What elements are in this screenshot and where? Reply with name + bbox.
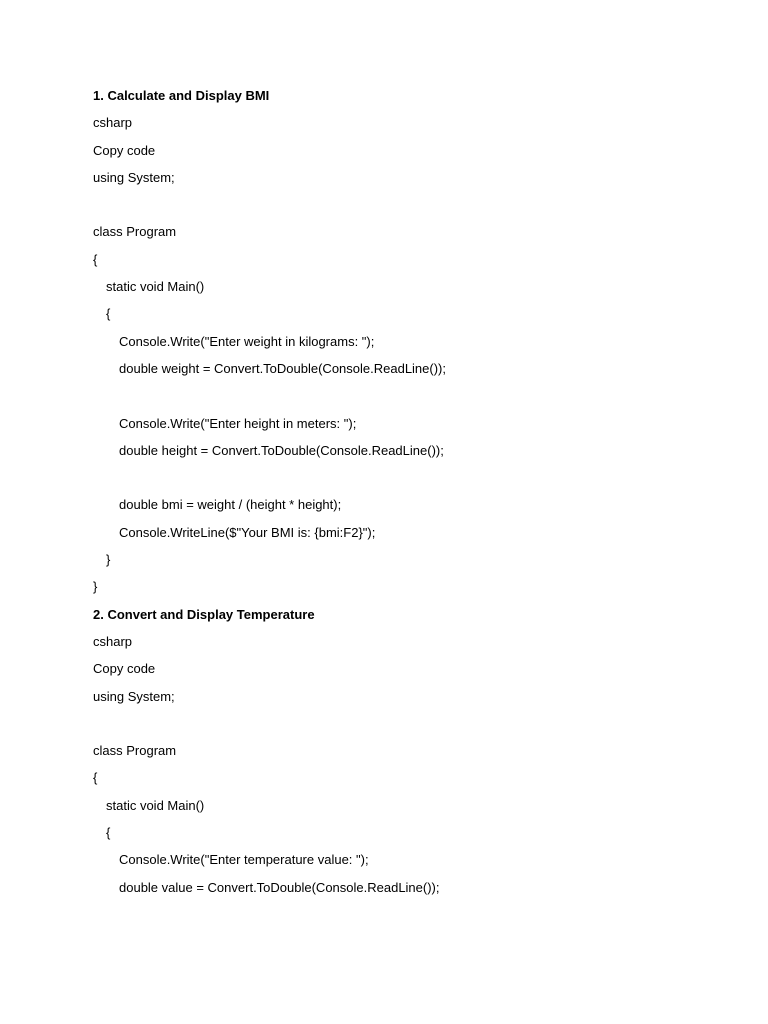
code-line: double bmi = weight / (height * height); bbox=[119, 497, 342, 513]
code-line-blank bbox=[93, 386, 713, 413]
code-language-label: csharp bbox=[93, 633, 133, 649]
code-line: double height = Convert.ToDouble(Console.ReadLine()); bbox=[119, 442, 444, 458]
section-bmi bbox=[93, 86, 713, 605]
code-line: { bbox=[106, 306, 111, 322]
code-line: double value = Convert.ToDouble(Console.ReadLine()); bbox=[119, 879, 440, 895]
code-language-label: csharp bbox=[93, 115, 133, 131]
code-line: Console.Write("Enter weight in kilograms: "); bbox=[119, 333, 375, 349]
code-line: static void Main() bbox=[106, 279, 205, 295]
code-line: class Program bbox=[93, 743, 177, 759]
copy-code-label: Copy code bbox=[93, 661, 156, 677]
section-heading: 2. Convert and Display Temperature bbox=[93, 606, 315, 622]
code-line: { bbox=[93, 770, 98, 786]
code-block bbox=[93, 168, 713, 605]
code-line: Console.Write("Enter temperature value: "); bbox=[119, 852, 369, 868]
section-heading: 1. Calculate and Display BMI bbox=[93, 88, 270, 103]
code-line: class Program bbox=[93, 224, 177, 240]
code-line: { bbox=[93, 251, 98, 267]
code-line: Console.Write("Enter height in meters: "); bbox=[119, 415, 357, 431]
code-line-blank bbox=[93, 468, 713, 495]
code-line: } bbox=[106, 552, 111, 568]
code-line-blank bbox=[93, 195, 713, 222]
document-page bbox=[93, 86, 713, 905]
code-line: using System; bbox=[93, 688, 175, 704]
code-line: Console.WriteLine($"Your BMI is: {bmi:F2}"); bbox=[119, 524, 376, 540]
code-line: { bbox=[106, 825, 111, 841]
section-temperature bbox=[93, 605, 713, 905]
code-line: using System; bbox=[93, 169, 175, 185]
code-line: } bbox=[93, 579, 98, 595]
code-line: double weight = Convert.ToDouble(Console.ReadLine()); bbox=[119, 360, 446, 376]
code-line-blank bbox=[93, 714, 713, 741]
code-line: static void Main() bbox=[106, 797, 205, 813]
code-block bbox=[93, 687, 713, 905]
copy-code-label: Copy code bbox=[93, 142, 156, 158]
